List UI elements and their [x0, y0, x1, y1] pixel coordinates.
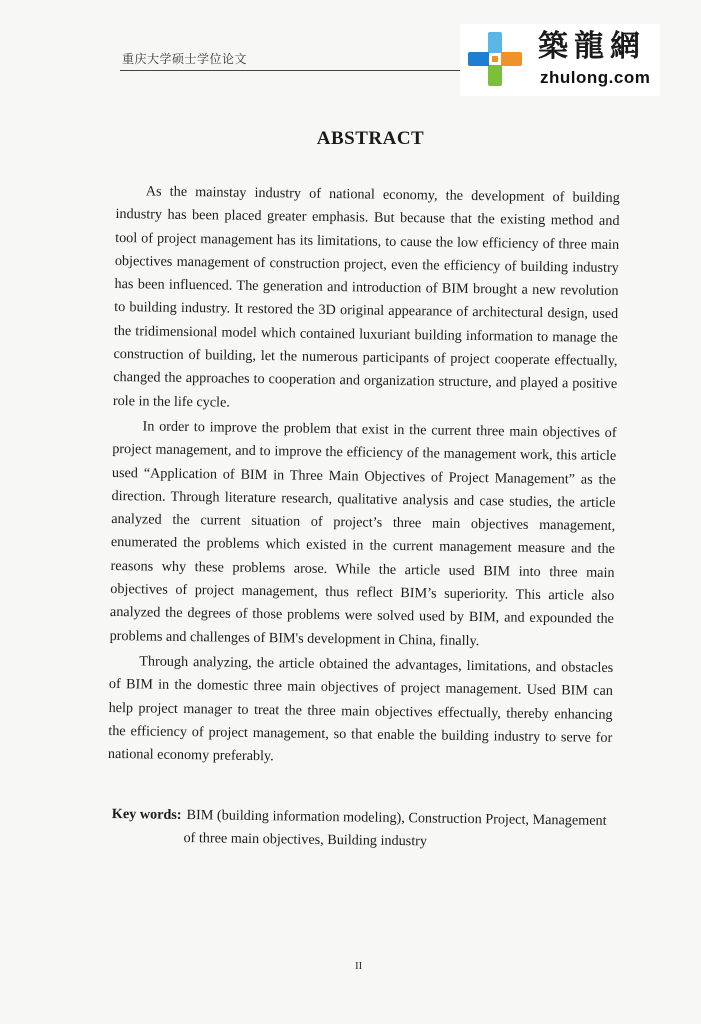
abstract-paragraph-1: As the mainstay industry of national economy, the development of building industry has been placed greater emphasis. But because that the existing method and tool of project management has its limitations, to cause the low efficiency of three main objectives management of construction project, even the efficiency of building industry has been influenced. The generation and introduction of BIM brought a new revolution to building industry. It restored the 3D original appearance of architectural design, used the tridimensional model which contained luxuriant building information to manage the construction of building, let the numerous participants of project cooperate effectually, changed the approaches to cooperation and organization structure, and played a positive role in the life cycle.: [112, 183, 620, 411]
abstract-title: ABSTRACT: [316, 128, 425, 149]
keywords-section: [111, 803, 616, 856]
abstract-body: [108, 180, 620, 775]
header-rule: [120, 70, 460, 71]
zhulong-pinwheel-icon: [466, 30, 524, 88]
abstract-paragraph-3: Through analyzing, the article obtained the advantages, limitations, and obstacles of BIM in the domestic three main objectives of project management. Used BIM can help project manager to treat the three main objectives effectually, thereby enhancing the efficiency of project management, so that enable the building industry to serve for national economy preferably.: [107, 653, 614, 765]
running-header-title: 重庆大学硕士学位论文: [122, 52, 248, 66]
abstract-paragraph-2: In order to improve the problem that exist in the current three main objectives of project management, and to improve the efficiency of the management work, this article used “Application of BIM in Three Main Objectives of Project Management” as the direction. Through literature research, qualitative analysis and case studies, the article analyzed the current situation of project’s three main objectives management, enumerated the problems which existed in the current management measure and the reasons why these problems arose. While the article used BIM into three main objectives of project management, thus reflect BIM’s superiority. This article also analyzed the degrees of those problems were solved used by BIM, and expounded the problems and challenges of BIM's development in China, finally.: [109, 418, 617, 649]
zhulong-chinese-name: 築龍網: [538, 29, 646, 64]
keywords-line-2: of three main objectives, Building industry: [183, 830, 428, 850]
page-number: II: [355, 960, 363, 972]
zhulong-site-name: zhulong.com: [540, 68, 651, 87]
keywords-label: Key words:: [111, 805, 182, 823]
keywords-line-1: BIM (building information modeling), Construction Project, Management: [186, 807, 607, 829]
zhulong-watermark-logo: [460, 24, 660, 96]
